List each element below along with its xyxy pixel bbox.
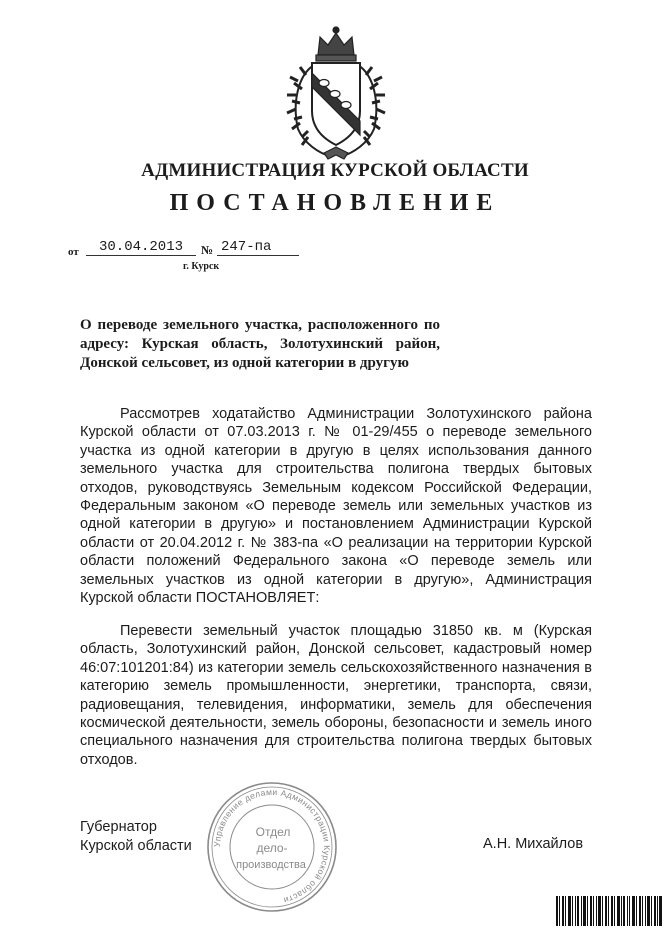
body-paragraph-1: Рассмотрев ходатайство Администрации Золотухинского района Курской области от 07.03.2013 г. № 01-29/455 о переводе земельного участка из одной категории в другую в целях использования данного земельного участка для строительства полигона твердых бытовых отходов, руководствуясь Земельным кодексом Российской Федерации, Федеральным законом «О переводе земель или земельных участков из одной категории в другую» и постановлением Администрации Курской области от 20.04.2012 г. № 383-па «О реализации на территории Курской области положений Федерального закона «О переводе земель или земельных участков из одной категории в другую», Администрация Курской области ПОСТАНОВЛЯЕТ: bbox=[80, 406, 592, 607]
document-type: ПОСТАНОВЛЕНИЕ bbox=[169, 190, 501, 216]
number-label: № bbox=[201, 243, 214, 257]
signer-name: А.Н. Михайлов bbox=[483, 836, 584, 852]
document-city: г. Курск bbox=[183, 261, 220, 272]
coat-of-arms-icon bbox=[284, 25, 388, 161]
stamp-center-line1: Отдел bbox=[255, 825, 291, 839]
signer-position bbox=[80, 818, 192, 855]
stamp-center-line3: производства bbox=[236, 859, 306, 871]
signer-position-line1: Губернатор bbox=[80, 819, 157, 835]
barcode-icon bbox=[556, 896, 662, 926]
document-number: 247-па bbox=[217, 239, 299, 256]
signer-position-line2: Курской области bbox=[80, 837, 192, 854]
stamp-ring-text: Управление делами Администрации Курской области bbox=[211, 786, 333, 906]
document-title: О переводе земельного участка, расположенного по адресу: Курская область, Золотухинский район, Донской сельсовет, из одной категории в другую bbox=[80, 317, 440, 371]
stamp-center-line2: дело- bbox=[256, 841, 288, 855]
body-paragraph-2: Перевести земельный участок площадью 31850 кв. м (Курская область, Золотухинский район, Донской сельсовет, кадастровый номер 46:07:101201:84) из категории земель сельскохозяйственного назначения в категорию земель промышленности, энергетики, транспорта, связи, радиовещания, телевидения, информатики, земель для обеспечения космической деятельности, земель обороны, безопасности и земель иного специального назначения для строительства полигона твердых бытовых отходов. bbox=[80, 623, 592, 768]
date-label: от bbox=[68, 246, 79, 258]
office-stamp bbox=[203, 778, 341, 916]
organization-name: АДМИНИСТРАЦИЯ КУРСКОЙ ОБЛАСТИ bbox=[141, 160, 529, 181]
document-date: 30.04.2013 bbox=[86, 239, 196, 256]
